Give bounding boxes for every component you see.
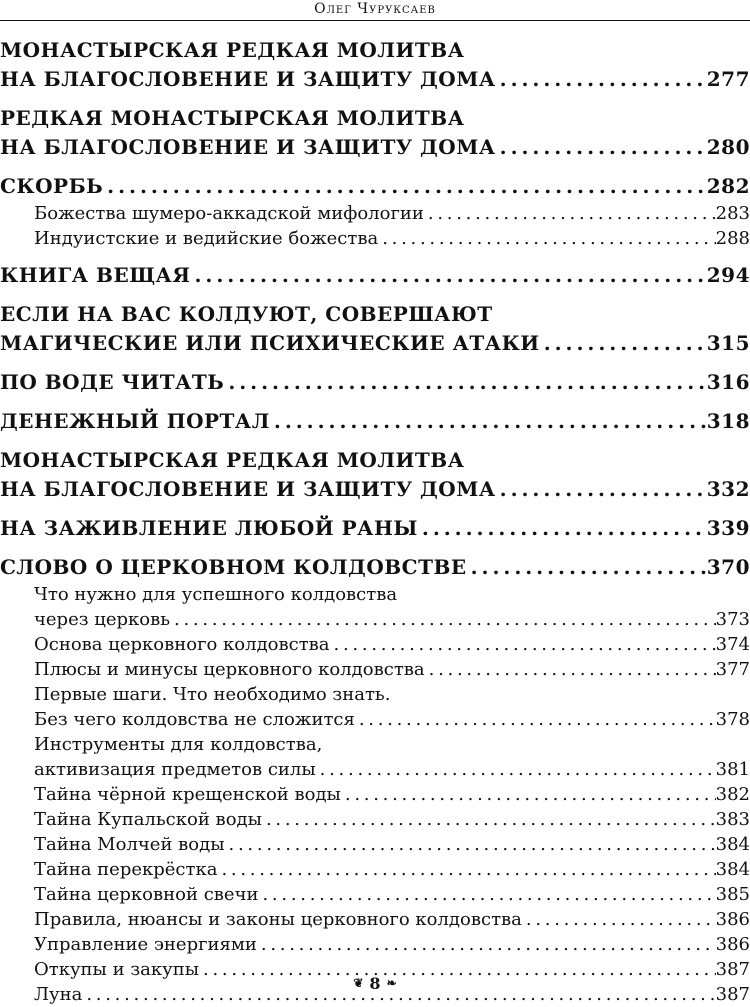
toc-entry-title-line: МОНАСТЫРСКАЯ РЕДКАЯ МОЛИТВА bbox=[0, 38, 465, 62]
toc-entry-row bbox=[34, 907, 750, 932]
toc-entry bbox=[0, 832, 750, 857]
toc-entry-row bbox=[34, 807, 750, 832]
dot-leader bbox=[270, 407, 707, 436]
toc-entry bbox=[0, 782, 750, 807]
toc-entry bbox=[0, 261, 750, 290]
toc-entry-page: 282 bbox=[706, 174, 750, 198]
toc-entry-page: 386 bbox=[715, 934, 750, 955]
toc-entry bbox=[0, 36, 750, 94]
toc-entry-title-line: Первые шаги. Что необходимо знать. bbox=[34, 684, 391, 705]
toc-entry-title-line: Инструменты для колдовства, bbox=[34, 734, 323, 755]
toc-entry-row bbox=[34, 201, 750, 226]
page-number: 8 bbox=[369, 973, 381, 993]
toc-entry-title: Божества шумеро-аккадской мифологии bbox=[34, 203, 424, 224]
toc-entry-page: 315 bbox=[706, 331, 750, 355]
toc-entry-page: 384 bbox=[715, 859, 750, 880]
toc-entry-page: 288 bbox=[715, 228, 750, 249]
toc-entry-title: Правила, нюансы и законы церковного колдовства bbox=[34, 909, 522, 930]
toc-entry-row bbox=[34, 607, 750, 632]
toc-entry bbox=[0, 553, 750, 582]
toc-entry bbox=[0, 300, 750, 358]
page-footer bbox=[0, 972, 750, 1000]
toc-entry-title: НА ЗАЖИВЛЕНИЕ ЛЮБОЙ РАНЫ bbox=[0, 516, 418, 540]
dot-leader bbox=[170, 607, 716, 632]
toc-entry-page: 280 bbox=[706, 135, 750, 159]
ornament-left-icon: ❦ bbox=[353, 976, 364, 990]
toc-entry bbox=[0, 407, 750, 436]
toc-entry-title-line: МОНАСТЫРСКАЯ РЕДКАЯ МОЛИТВА bbox=[0, 448, 465, 472]
toc-entry-row bbox=[34, 832, 750, 857]
toc-entry-row bbox=[0, 407, 750, 436]
toc-entry bbox=[0, 172, 750, 201]
toc-entry-page: 377 bbox=[715, 659, 750, 680]
toc-entry bbox=[0, 857, 750, 882]
toc-entry bbox=[0, 682, 750, 732]
toc-entry bbox=[0, 514, 750, 543]
toc-entry bbox=[0, 201, 750, 226]
toc-entry-row bbox=[0, 261, 750, 290]
toc-entry bbox=[0, 104, 750, 162]
dot-leader bbox=[425, 657, 716, 682]
header-rule bbox=[0, 20, 750, 21]
toc-entry-title: Тайна Молчей воды bbox=[34, 834, 225, 855]
toc-entry bbox=[0, 226, 750, 251]
toc-entry-title: Тайна церковной свечи bbox=[34, 884, 259, 905]
toc-entry-title: КНИГА ВЕЩАЯ bbox=[0, 263, 191, 287]
toc-entry-page: 318 bbox=[706, 409, 750, 433]
toc-entry-row bbox=[0, 368, 750, 397]
toc-entry-row bbox=[34, 857, 750, 882]
toc-entry-title: Откупы и закупы bbox=[34, 959, 200, 980]
toc-entry-page: 373 bbox=[715, 609, 750, 630]
dot-leader bbox=[540, 329, 707, 358]
toc-entry-title: СЛОВО О ЦЕРКОВНОМ КОЛДОВСТВЕ bbox=[0, 555, 467, 579]
dot-leader bbox=[190, 261, 706, 290]
dot-leader bbox=[496, 133, 707, 162]
running-header-title: Олег Чуруксаев bbox=[314, 1, 436, 17]
page-number-group bbox=[353, 974, 396, 993]
toc-entry-row bbox=[0, 65, 750, 94]
toc-entry bbox=[0, 882, 750, 907]
dot-leader bbox=[496, 475, 707, 504]
toc-entry-row bbox=[34, 782, 750, 807]
toc-entry-page: 387 bbox=[715, 959, 750, 980]
table-of-contents bbox=[0, 36, 750, 1005]
toc-entry-title: активизация предметов силы bbox=[34, 759, 316, 780]
dot-leader bbox=[467, 553, 707, 582]
toc-entry bbox=[0, 368, 750, 397]
toc-entry-row bbox=[34, 757, 750, 782]
toc-entry-row bbox=[34, 226, 750, 251]
toc-entry-page: 384 bbox=[715, 834, 750, 855]
toc-entry-row bbox=[0, 475, 750, 504]
dot-leader bbox=[418, 514, 707, 543]
toc-entry-page: 316 bbox=[706, 370, 750, 394]
toc-entry-title: ПО ВОДЕ ЧИТАТЬ bbox=[0, 370, 225, 394]
toc-entry-row bbox=[34, 932, 750, 957]
dot-leader bbox=[103, 172, 707, 201]
toc-entry-title: Управление энергиями bbox=[34, 934, 257, 955]
toc-entry-page: 332 bbox=[706, 477, 750, 501]
toc-entry-title: Индуистские и ведийские божества bbox=[34, 228, 379, 249]
toc-entry-row bbox=[0, 172, 750, 201]
toc-entry-title: МАГИЧЕСКИЕ ИЛИ ПСИХИЧЕСКИЕ АТАКИ bbox=[0, 331, 540, 355]
toc-entry-page: 385 bbox=[715, 884, 750, 905]
toc-entry-title: Основа церковного колдовства bbox=[34, 634, 330, 655]
toc-entry-title: Тайна перекрёстка bbox=[34, 859, 218, 880]
toc-entry-page: 381 bbox=[715, 759, 750, 780]
dot-leader bbox=[424, 201, 716, 226]
toc-entry-page: 383 bbox=[715, 809, 750, 830]
toc-entry-title: СКОРБЬ bbox=[0, 174, 104, 198]
toc-entry-title: ДЕНЕЖНЫЙ ПОРТАЛ bbox=[0, 409, 270, 433]
dot-leader bbox=[262, 807, 716, 832]
dot-leader bbox=[217, 857, 715, 882]
toc-entry-title-line: РЕДКАЯ МОНАСТЫРСКАЯ МОЛИТВА bbox=[0, 106, 465, 130]
toc-entry-row bbox=[34, 632, 750, 657]
toc-entry bbox=[0, 446, 750, 504]
toc-entry-row bbox=[34, 707, 750, 732]
running-header bbox=[0, 0, 750, 28]
toc-entry bbox=[0, 932, 750, 957]
toc-entry-page: 374 bbox=[715, 634, 750, 655]
dot-leader bbox=[522, 907, 716, 932]
toc-entry bbox=[0, 732, 750, 782]
toc-entry bbox=[0, 582, 750, 632]
ornament-right-icon: ❧ bbox=[386, 976, 397, 990]
toc-entry bbox=[0, 807, 750, 832]
toc-entry-title-line: ЕСЛИ НА ВАС КОЛДУЮТ, СОВЕРШАЮТ bbox=[0, 302, 493, 326]
toc-entry-title: НА БЛАГОСЛОВЕНИЕ И ЗАЩИТУ ДОМА bbox=[0, 477, 496, 501]
toc-entry-row bbox=[0, 553, 750, 582]
toc-entry-title: Тайна Купальской воды bbox=[34, 809, 262, 830]
toc-entry-title: Тайна чёрной крещенской воды bbox=[34, 784, 341, 805]
toc-entry-page: 294 bbox=[706, 263, 750, 287]
dot-leader bbox=[330, 632, 716, 657]
toc-entry-title-line: Что нужно для успешного колдовства bbox=[34, 584, 398, 605]
toc-entry-row bbox=[34, 882, 750, 907]
toc-entry-page: 283 bbox=[715, 203, 750, 224]
toc-entry-row bbox=[0, 329, 750, 358]
dot-leader bbox=[378, 226, 715, 251]
toc-entry-page: 339 bbox=[706, 516, 750, 540]
toc-entry bbox=[0, 632, 750, 657]
dot-leader bbox=[341, 782, 716, 807]
dot-leader bbox=[257, 932, 716, 957]
toc-entry-row bbox=[34, 657, 750, 682]
dot-leader bbox=[316, 757, 716, 782]
toc-entry-page: 277 bbox=[706, 67, 750, 91]
toc-entry-title: Луна bbox=[34, 984, 83, 1005]
toc-entry bbox=[0, 907, 750, 932]
dot-leader bbox=[496, 65, 707, 94]
dot-leader bbox=[258, 882, 715, 907]
toc-entry-title: через церковь bbox=[34, 609, 171, 630]
toc-entry-page: 386 bbox=[715, 909, 750, 930]
toc-entry-title: Плюсы и минусы церковного колдовства bbox=[34, 659, 425, 680]
dot-leader bbox=[224, 368, 706, 397]
toc-entry-title: Без чего колдовства не сложится bbox=[34, 709, 355, 730]
toc-entry-title: НА БЛАГОСЛОВЕНИЕ И ЗАЩИТУ ДОМА bbox=[0, 135, 496, 159]
toc-entry-row bbox=[0, 133, 750, 162]
toc-entry-row bbox=[0, 514, 750, 543]
dot-leader bbox=[225, 832, 716, 857]
toc-entry bbox=[0, 657, 750, 682]
dot-leader bbox=[355, 707, 716, 732]
toc-entry-page: 382 bbox=[715, 784, 750, 805]
toc-entry-page: 387 bbox=[715, 984, 750, 1005]
toc-entry-page: 370 bbox=[706, 555, 750, 579]
toc-entry-title: НА БЛАГОСЛОВЕНИЕ И ЗАЩИТУ ДОМА bbox=[0, 67, 496, 91]
toc-entry-page: 378 bbox=[715, 709, 750, 730]
